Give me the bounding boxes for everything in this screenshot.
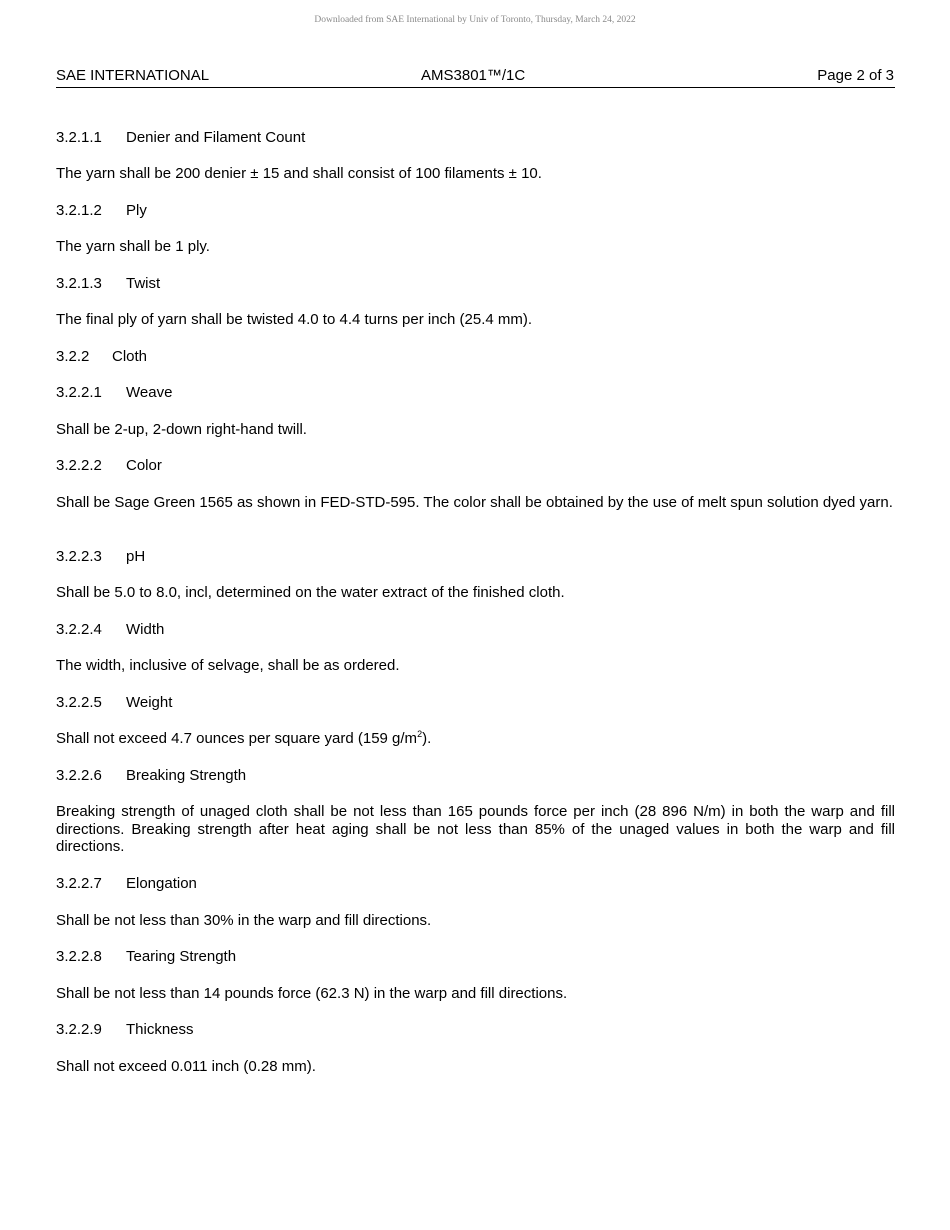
section-title: Weave (126, 384, 173, 401)
section-text-3-2-2-9: Shall not exceed 0.011 inch (0.28 mm). (56, 1058, 316, 1075)
section-number: 3.2.1.1 (56, 129, 102, 146)
section-title: Thickness (126, 1021, 194, 1038)
section-heading-3-2-1-1 (56, 129, 895, 147)
section-title: Breaking Strength (126, 767, 247, 784)
section-text-3-2-2-2: Shall be Sage Green 1565 as shown in FED-STD-595. The color shall be obtained by the use of melt spun solution dyed yarn. (56, 494, 893, 511)
section-heading-3-2-2-5 (56, 694, 895, 712)
section-title: Color (126, 457, 162, 474)
section-number: 3.2.2.5 (56, 694, 102, 711)
section-text-3-2-1-1: The yarn shall be 200 denier ± 15 and shall consist of 100 filaments ± 10. (56, 165, 542, 182)
section-heading-3-2-2 (56, 348, 895, 366)
section-number: 3.2.1.2 (56, 202, 102, 219)
header-publisher: SAE INTERNATIONAL (56, 67, 210, 84)
section-number: 3.2.2 (56, 348, 90, 365)
section-number: 3.2.2.6 (56, 767, 102, 784)
section-text-3-2-2-6: Breaking strength of unaged cloth shall be not less than 165 pounds force per inch (28 896 N/m) in both the warp and fill directions. Breaking strength after heat aging shall be not less than 85% of the unaged values in both the warp and fill directions. (56, 803, 895, 855)
section-heading-3-2-2-6 (56, 767, 895, 785)
section-title: Ply (126, 202, 147, 219)
section-title: Denier and Filament Count (126, 129, 306, 146)
section-heading-3-2-2-9 (56, 1021, 895, 1039)
section-title: Weight (126, 694, 173, 711)
section-number: 3.2.2.4 (56, 621, 102, 638)
section-heading-3-2-2-1 (56, 384, 895, 402)
section-title: Tearing Strength (126, 948, 237, 965)
section-heading-3-2-1-3 (56, 275, 895, 293)
section-number: 3.2.1.3 (56, 275, 102, 292)
section-title: Twist (126, 275, 161, 292)
section-number: 3.2.2.1 (56, 384, 102, 401)
section-text-3-2-2-5 (56, 730, 895, 748)
section-number: 3.2.2.3 (56, 548, 102, 565)
section-heading-3-2-2-8 (56, 948, 895, 966)
section-text-3-2-2-8: Shall be not less than 14 pounds force (62.3 N) in the warp and fill directions. (56, 985, 568, 1002)
weight-superscript: 2 (417, 729, 423, 739)
section-heading-3-2-2-3 (56, 548, 895, 566)
section-text-3-2-1-2: The yarn shall be 1 ply. (56, 238, 210, 255)
section-heading-3-2-2-4 (56, 621, 895, 639)
section-number: 3.2.2.9 (56, 1021, 102, 1038)
section-title: Elongation (126, 875, 197, 892)
section-title: Width (126, 621, 165, 638)
header-page-number: Page 2 of 3 (817, 67, 894, 84)
section-text-3-2-2-4: The width, inclusive of selvage, shall be as ordered. (56, 657, 400, 674)
weight-text-end: ). (422, 730, 432, 747)
section-title: pH (126, 548, 146, 565)
section-text-3-2-1-3: The final ply of yarn shall be twisted 4.0 to 4.4 turns per inch (25.4 mm). (56, 311, 533, 328)
section-text-3-2-2-7: Shall be not less than 30% in the warp and fill directions. (56, 912, 432, 929)
section-number: 3.2.2.7 (56, 875, 102, 892)
section-title: Cloth (112, 348, 148, 365)
section-number: 3.2.2.2 (56, 457, 102, 474)
weight-text: Shall not exceed 4.7 ounces per square yard (159 g/m (56, 730, 418, 747)
header-document-number: AMS3801™/1C (421, 67, 526, 84)
section-text-3-2-2-3: Shall be 5.0 to 8.0, incl, determined on the water extract of the finished cloth. (56, 584, 565, 601)
section-heading-3-2-2-7 (56, 875, 895, 893)
section-text-3-2-2-1: Shall be 2-up, 2-down right-hand twill. (56, 421, 307, 438)
section-number: 3.2.2.8 (56, 948, 102, 965)
section-heading-3-2-1-2 (56, 202, 895, 220)
page-header (56, 66, 895, 88)
section-heading-3-2-2-2 (56, 457, 895, 475)
download-watermark: Downloaded from SAE International by Univ of Toronto, Thursday, March 24, 2022 (314, 15, 636, 25)
